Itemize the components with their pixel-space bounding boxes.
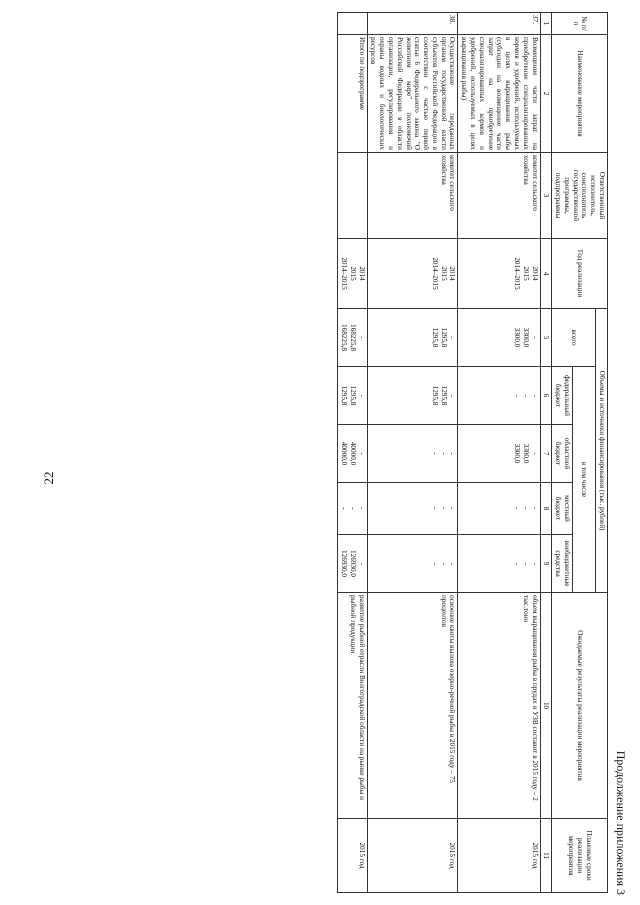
column-number: 11 [540, 819, 552, 893]
table-row [338, 13, 367, 893]
header-year: Год реализации [552, 239, 608, 309]
row-years-value: 2015 [348, 266, 357, 281]
header-federal: федеральный бюджет [552, 367, 573, 425]
row-federal [338, 367, 367, 425]
row-extrabudget-value: 126930,0 [340, 550, 349, 577]
row-local-value: - [340, 507, 349, 510]
row-local-value: - [357, 507, 366, 510]
row-federal-value: 1295,8 [439, 385, 448, 406]
row-extrabudget [367, 535, 458, 593]
row-regional-value: 3300,0 [521, 443, 530, 464]
row-name: Итого по подпрограмме [338, 35, 367, 153]
header-including: в том числе [572, 367, 595, 593]
row-local-value: - [530, 507, 539, 510]
row-federal-value: - [448, 394, 457, 397]
row-local-value: - [448, 507, 457, 510]
column-number: 2 [540, 35, 552, 153]
row-federal-value: - [521, 394, 530, 397]
row-extrabudget [458, 535, 540, 593]
row-regional [458, 425, 540, 483]
row-result: развитие рыбной отрасли Волгоградской области на рынке рыбы и рыбной продукции [338, 593, 367, 819]
table-row [458, 13, 540, 893]
row-regional-value: - [448, 452, 457, 455]
row-local-value: - [521, 507, 530, 510]
row-local-value: - [512, 507, 521, 510]
row-extrabudget-value: - [439, 562, 448, 565]
row-responsible [338, 153, 367, 239]
row-federal [367, 367, 458, 425]
program-table [337, 12, 608, 893]
row-responsible: комитет сельского хозяйства [367, 153, 458, 239]
header-extrabudget: внебюджетные средства [552, 535, 573, 593]
row-total-value: 168225,8 [348, 324, 357, 351]
row-total-value: - [448, 336, 457, 339]
header-responsible: Ответственный исполнитель, соисполнитель государственной программы, подпрограммы [552, 153, 608, 239]
row-number: 37. [458, 13, 540, 35]
row-extrabudget-value: - [448, 562, 457, 565]
row-extrabudget-value: - [357, 562, 366, 565]
row-regional-value: - [430, 452, 439, 455]
header-funding: Объемы и источники финансирования (тыс. рублей) [596, 309, 608, 593]
row-extrabudget-value: - [430, 562, 439, 565]
row-regional-value: - [530, 452, 539, 455]
header-regional: областной бюджет [552, 425, 573, 483]
row-total-value: 1295,8 [430, 327, 439, 348]
row-regional-value: - [357, 452, 366, 455]
header-num: № п/п [552, 13, 608, 35]
row-years [458, 239, 540, 309]
row-extrabudget-value: - [512, 562, 521, 565]
row-extrabudget-value: - [530, 562, 539, 565]
row-years-value: 2014 [357, 266, 366, 281]
row-total-value: - [357, 336, 366, 339]
row-term: 2015 год [367, 819, 458, 893]
column-number: 3 [540, 153, 552, 239]
row-number: 38. [367, 13, 458, 35]
row-federal-value: - [357, 394, 366, 397]
row-local [338, 483, 367, 535]
row-local [367, 483, 458, 535]
row-total-value: 3300,0 [512, 327, 521, 348]
row-years [338, 239, 367, 309]
row-years [367, 239, 458, 309]
row-years-value: 2015 [521, 266, 530, 281]
column-number: 4 [540, 239, 552, 309]
header-name: Наименование мероприятия [552, 35, 608, 153]
column-number: 9 [540, 535, 552, 593]
row-years-value: 2014–2015 [340, 257, 349, 290]
column-number: 5 [540, 309, 552, 367]
appendix-label: Продолжение приложения 3 [614, 750, 628, 895]
row-years-value: 2014 [530, 266, 539, 281]
row-years-value: 2014 [448, 266, 457, 281]
row-result: освоение квоты вылова озерно-речной рыбы в 2015 году – 75 процентов [367, 593, 458, 819]
header-local: местный бюджет [552, 483, 573, 535]
row-federal-value: - [530, 394, 539, 397]
row-term: 2015 год [338, 819, 367, 893]
row-total [367, 309, 458, 367]
row-years-value: 2014–2015 [430, 257, 439, 290]
row-total [458, 309, 540, 367]
row-regional [367, 425, 458, 483]
row-years-value: 2014–2015 [512, 257, 521, 290]
header-result: Ожидаемые результаты реализации мероприятия [552, 593, 608, 819]
row-extrabudget [338, 535, 367, 593]
row-extrabudget-value: - [521, 562, 530, 565]
column-number: 1 [540, 13, 552, 35]
row-local [458, 483, 540, 535]
row-total-value: 168225,8 [340, 324, 349, 351]
row-term: 2015 год [458, 819, 540, 893]
row-federal-value: 1295,8 [340, 385, 349, 406]
row-responsible: комитет сельского хозяйства [458, 153, 540, 239]
header-term: Плановые сроки реализации мероприятия [552, 819, 608, 893]
row-regional-value: 3300,0 [512, 443, 521, 464]
row-name: Возмещение части затрат на приобретение специализированных кормов и удобрений, используемых в целях выращивания рыбы (субсидии на возмещение части затрат на приобретение специализированных кормов и удобрений, используемых в целях выращивания рыбы) [458, 35, 540, 153]
row-extrabudget-value: 126930,0 [348, 550, 357, 577]
row-total-value: 3300,0 [521, 327, 530, 348]
row-federal [458, 367, 540, 425]
row-number [338, 13, 367, 35]
row-result: объем выращивания рыбы в прудах и УЗВ составит в 2015 году – 2 тыс.тонн [458, 593, 540, 819]
column-number: 8 [540, 483, 552, 535]
row-total-value: - [530, 336, 539, 339]
row-federal-value: 1295,8 [430, 385, 439, 406]
page-number: 22 [41, 471, 56, 485]
column-number: 7 [540, 425, 552, 483]
row-total [338, 309, 367, 367]
row-federal-value: 1295,8 [348, 385, 357, 406]
column-number: 6 [540, 367, 552, 425]
row-regional-value: - [439, 452, 448, 455]
row-regional [338, 425, 367, 483]
row-total-value: 1295,8 [439, 327, 448, 348]
row-regional-value: 40000,0 [348, 441, 357, 466]
row-years-value: 2015 [439, 266, 448, 281]
row-local-value: - [348, 507, 357, 510]
column-number: 10 [540, 593, 552, 819]
row-local-value: - [439, 507, 448, 510]
table-row [367, 13, 458, 893]
row-name: Осуществление переданных органам государственной власти субъектов Российской Федерации в соответствии с частью первой статьи 6 Федерального закона "О животном мире" полномочий Российской Федерации в области организации, регулирования и охраны водных и биологических ресурсов [367, 35, 458, 153]
row-regional-value: 40000,0 [340, 441, 349, 466]
header-total: всего [552, 309, 596, 367]
row-federal-value: - [512, 394, 521, 397]
row-local-value: - [430, 507, 439, 510]
